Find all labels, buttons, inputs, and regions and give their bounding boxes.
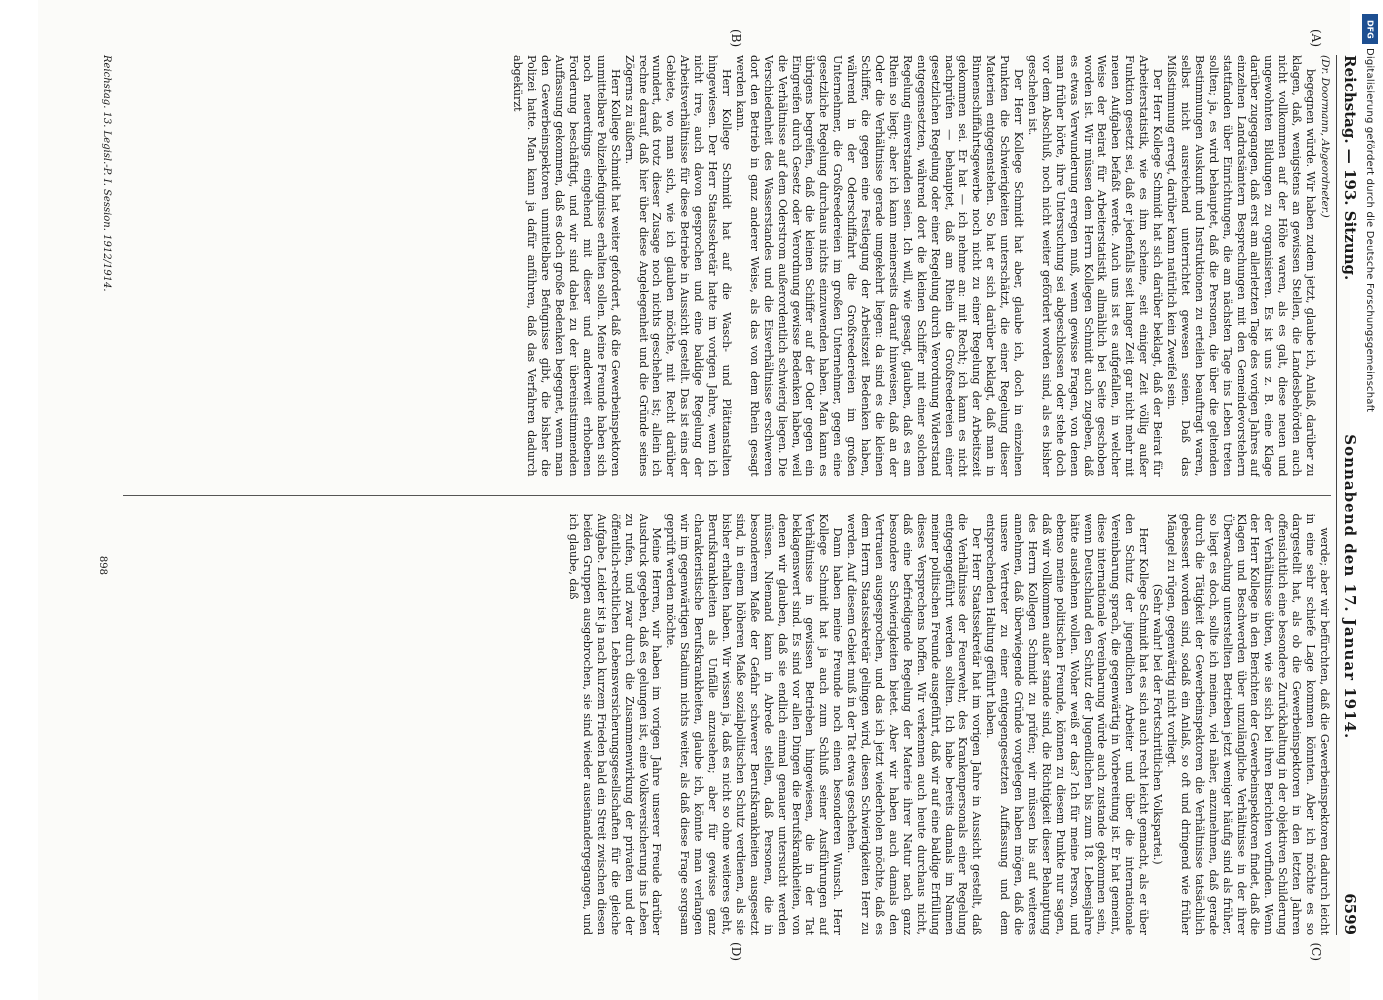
speaker-head: (Dr. Doormann, Abgeordneter.): [1319, 55, 1331, 218]
paragraph: Der Herr Kollege Schmidt hat sich darüber beklagt, daß der Beirat für Arbeiterstatistik, wie es ihm scheine, seit einiger Zeit völlig außer Funktion gesetzt sei, daß er jedenfalls seit langer Zeit gar nicht mehr mit neuen Aufgaben befaßt werde. Auch uns ist es aufgefallen, in welcher Weise der Beirat für Arbeiterstatistik allmählich bei Seite geschoben worden ist. Wir müssen dem Herrn Kollegen Schmidt auch zugeben, daß es etwas Verwunderung erregen muß, wenn gewisse Fragen, von denen man früher hörte, ihre Untersuchung sei abgeschlossen oder stehe doch vor dem Abschluß, noch nicht weiter gefördert worden sind, als es bisher geschehen ist.: [1025, 55, 1165, 477]
signature-mark: 898: [97, 555, 108, 575]
digitization-notice: Digitalisierung gefördert durch die Deutsche Forschungsgemeinschaft: [1364, 48, 1375, 413]
running-head-left: Reichstag. — 193. Sitzung.: [1341, 55, 1359, 281]
dfg-logo: DFG: [1362, 14, 1378, 44]
page-body: [93, 29, 1363, 961]
scanned-page: [38, 0, 1359, 1000]
paragraph: Herr Kollege Schmidt hat weiter gefordert, daß die Gewerbeinspektoren unmittelbare Polizeibefugnisse erhalten sollen. Meine Freunde haben sich noch neuerdings eingehend mit dieser und anderweit erhobenen Forderung beschäftigt, und wir sind dabei zu der übereinstimmenden Auffassung gekommen, daß es doch große Bedenken begegnet, wenn man den Gewerbeinspektoren unmittelbare Befugnisse gibt, die bisher die Polizei hatte. Man kann ja dafür anführen, daß das Verfahren dadurch abgekürzt: [511, 55, 622, 477]
marker-d: (D): [729, 942, 743, 961]
column-left: [123, 55, 1331, 477]
session-footer: Reichstag. 13. Legisl.-P. I. Session. 1912/1914.: [101, 55, 112, 292]
rotated-page: [93, 29, 1363, 961]
column-divider: [123, 495, 1331, 496]
text-columns: [123, 55, 1331, 935]
marker-a: (A): [1309, 29, 1323, 48]
paragraph: Meine Herren, wir haben im vorigen Jahre unserer Freude darüber Ausdruck gegeben, daß es gelungen ist, eine Volksversicherung ins Leben zu rufen, und zwar durch die Zusammenwirkung der privaten und der öffentlich-rechtlichen Lebensversicherungsgesellschaften für die gleiche Aufgabe. Leider ist ja nach kurzem Frieden bald ein Streit zwischen diesen beiden Gruppen ausgebrochen, sie sind wieder auseinandergegangen, und ich glaube, daß: [567, 513, 664, 935]
paragraph: Der Herr Staatssekretär hat im vorigen Jahre in Aussicht gestellt, daß die Verhältnisse der Feuerwehr, des Krankenpersonals einer Regelung entgegengeführt werden sollten. Ich habe bereits damals im Namen meiner politischen Freunde ausgeführt, daß wir auf eine baldige Erfüllung dieses Versprechens hoffen. Wir verkennen auch heute durchaus nicht, daß eine befriedigende Regelung der Materie ihrer Natur nach ganz besondere Schwierigkeiten bietet. Aber wir haben auch damals den Vertrauen ausgesprochen, und das ich jetzt wiederholen möchte, daß es dem Herrn Staatssekretär gelingen wird, diesen Schwierigkeiten Herr zu werden. Auf diesem Gebiet muß in der Tat etwas geschehen.: [845, 513, 984, 935]
paragraph: Der Herr Kollege Schmidt hat aber, glaube ich, doch in einzelnen Punkten die Schwierigkeiten unterschätzt, die einer Regelung dieser Materien entgegenstehen. So hat er sich darüber beklagt, daß man in Binnenschiffahrtsgewerbe noch nicht zu einer Regelung der Arbeitszeit gekommen sei. Er hat — ich nehme an: mit Recht; ich kann es nicht nachprüfen — behauptet, daß am Rhein die Großreedereien einer gesetzlichen Regelung oder einer Regelung durch Verordnung Widerstand entgegensetzten, während dort die kleinen Schiffer mit einer solchen Regelung einverstanden seien. Ich will, wie gesagt, glauben, daß es am Rhein so liegt; aber ich kann meinerseits darauf hinweisen, daß an der Oder die Verhältnisse gerade umgekehrt liegen: da sind es die kleinen Schiffer, die gegen eine Festlegung der Arbeitszeit Bedenken haben, während in der Oderschiffahrt die Großreedereien im großen Unternehmer, die Großreedereien im großen Unternehmer, gegen eine gesetzliche Regelung durchaus nichts einzuwenden haben. Man kann es übrigens begreifen, daß die kleinen Schiffer auf der Oder gegen ein Eingreifen durch Gesetz oder Verordnung gewisse Bedenken haben, weil die Verhältnisse auf dem Oderstrom außerordentlich schwierig liegen. Die Verschiedenheit des Wasserstandes und die Eisverhältnisse erschweren dort den Betrieb in ganz anderer Weise, als das von dem Rhein gesagt werden kann.: [733, 55, 1026, 477]
paragraph: Dann haben meine Freunde noch einen besonderen Wunsch. Herr Kollege Schmidt hat ja auch zum Schluß seiner Ausführungen auf Verhältnisse in gewissen Betrieben hingewiesen, die in der Tat beklagenswert sind. Es sind vor allen Dingen die Berufskrankheiten, von denen wir glauben, daß sie endlich einmal genauer untersucht werden müssen. Niemand kann in Abrede stellen, daß Personen, die in besonderem Maße der Gefahr schwerer Berufskrankheiten ausgesetzt sind, in einem höheren Maße sozialpolitischen Schutz verdienen, als sie bisher erhalten haben. Wir wissen ja, daß es nicht so ohne weiteres geht, Berufskrankheiten als Unfälle anzusehen; aber für gewisse ganz charakteristische Berufskrankheiten, glaube ich, könnte man verlangen wir im gegenwärtigen Stadium nichts weiter, als daß diese Frage sorgsam geprüft werden möchte.: [664, 513, 845, 935]
page-number: 6599: [1341, 893, 1359, 935]
column-right: [123, 514, 1331, 936]
digitization-strip: [1359, 8, 1381, 998]
interjection: (Sehr wahr! bei der Fortschrittlichen Volkspartei.): [1151, 583, 1165, 865]
running-head-date: Sonnabend den 17. Januar 1914.: [1341, 434, 1359, 740]
marker-c: (C): [1309, 942, 1323, 961]
paragraph: Herr Kollege Schmidt hat auf die Wasch- und Plättanstalten hingewiesen. Der Herr Staatssekretär hatte im vorigen Jahre, wenn ich nicht irre, auch davon gesprochen und eine baldige Regelung der Arbeitsverhältnisse für diese Betriebe in Aussicht gestellt. Das ist eins der Gebiete, wo man sich, wie ich glauben möchte, mit Recht darüber wundert, daß trotz dieser Zusage noch nichts geschehen ist; allein ich rechne darauf, daß hier über diese Angelegenheit und die Gründe seines Zögerns zu äußern.: [622, 55, 734, 477]
paragraph: werde; aber wir befürchten, daß die Gewerbeinspektoren dadurch leicht in eine sehr schiefe Lage kommen könnten. Aber ich möchte es so dargestellt hat, als ob die Gewerbeinspektoren in den letzten Jahren offensichtlich eine besondere Zurückhaltung in der objektiven Schilderung der Verhältnisse übten, wie sie sich bei ihren Berichten vorfinden. Wenn der Herr Kollege in den Berichten der Gewerbeinspektoren findet, daß die Klagen und Beschwerden über unzulängliche Verhältnisse in der ihrer Überwachung unterstellten Betrieben jetzt weniger häufig sind als früher, so liegt es doch, sollte ich meinen, viel näher, anzunehmen, daß gerade durch die Tätigkeit der Gewerbeinspektoren die Verhältnisse tatsächlich gebessert worden sind, sodaß ein Anlaß, so oft und dringend wie früher Mängel zu rügen, gegenwärtig nicht vorliegt.: [1165, 513, 1331, 935]
paragraph: begegnen würde. Wir haben zudem jetzt, glaube ich, Anlaß, darüber zu klagen, daß, wenigstens an gewissen Stellen, die Landesbehörden auch nicht vollkommen auf der Höhe waren, als es galt, diese neuen und ungewohnten Bildungen zu organisieren. Es ist uns z. B. eine Klage darüber zugegangen, daß erst am allerletzten Tage des vorigen Jahres auf einzelnen Landratsämtern Besprechungen mit den Gemeindevorstehern stattfanden über Einrichtungen, die am nächsten Tage ins Leben treten sollten; ja, es wird behauptet, daß die Personen, die über die geltenden Bestimmungen Auskunft und Instruktionen zu erteilen beauftragt waren, selbst nicht ausreichend unterrichtet gewesen seien. Daß das Mißstimmung erregt, darüber kann natürlich kein Zweifel sein.: [1165, 55, 1318, 477]
marker-b: (B): [729, 29, 743, 48]
paragraph: Herr Kollege Schmidt hat es sich auch recht leicht gemacht, als er über den Schutz der jugendlichen Arbeiter und über die internationale Vereinbarung sprach, die gegenwärtig in Vorbereitung ist. Er hat gemeint, diese internationale Vereinbarung würde auch zustande gekommen sein, wenn Deutschland den Schutz der Jugendlichen bis zum 18. Lebensjahre hätte ausdehnen wollen. Woher weiß er das? Ich für meine Person, und ebenso meine politischen Freunde, können zu diesem Punkte nur sagen, daß wir vollkommen außer stande sind, die Richtigkeit dieser Behauptung des Herrn Kollegen Schmidt zu prüfen; wir müssen bis auf weiteres annehmen, daß überwiegende Gründe vorgelegen haben mögen, daß die unsere Vertreter zu einer entgegengesetzten Auffassung und dem entsprechenden Haltung geführt haben.: [984, 513, 1151, 935]
